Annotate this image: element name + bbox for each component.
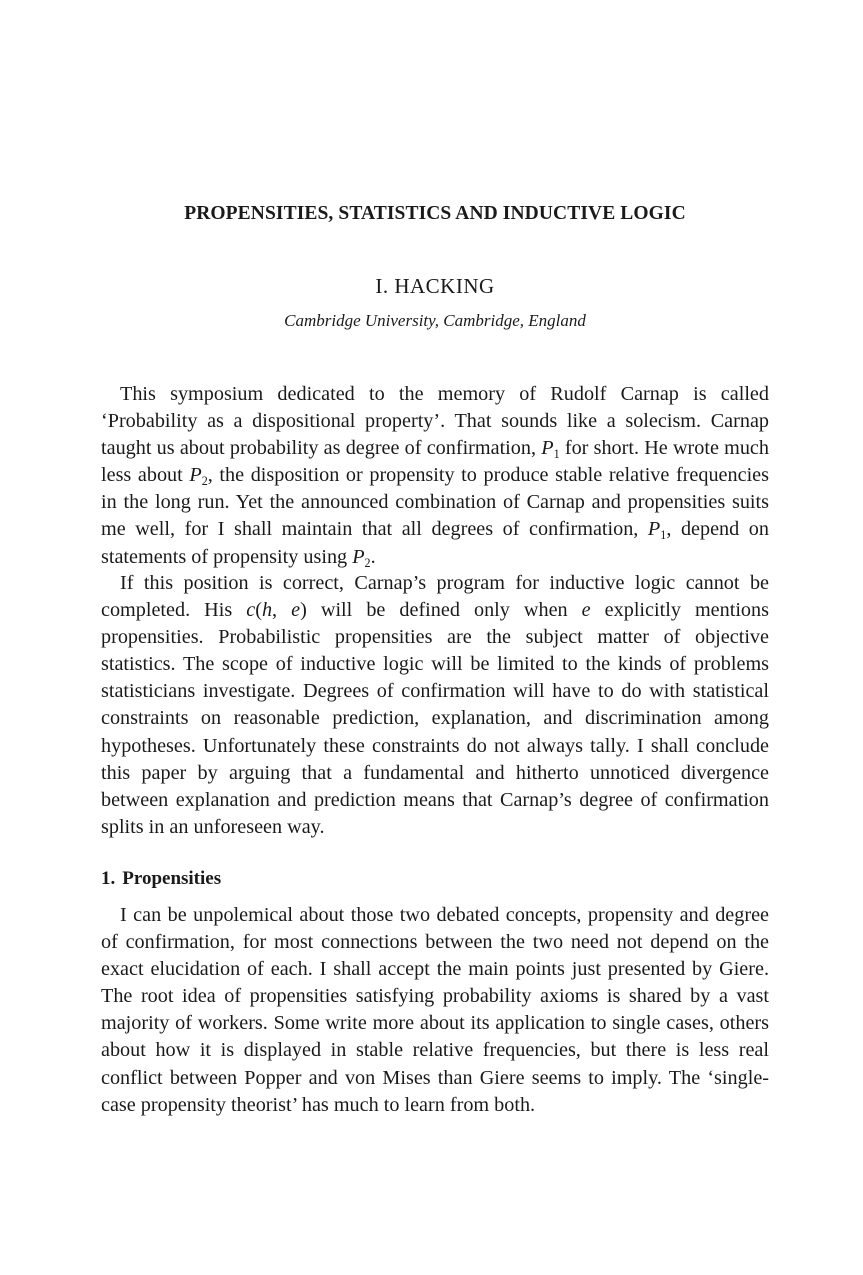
paragraph-text: If this position is correct, Carnap’s program for inductive logic cannot be completed. His c(h, e) will be defined only when e explicitly mentions propensities. Probabilistic propensities are the subject matter of objective statistics. The scope of inductive logic will be limited to the kinds of problems statisticians investigate. Degrees of confirmation will have to do with statistical constraints on reasonable prediction, explanation, and discrimination among hypotheses. Unfortunately these constraints do not always tally. I shall conclude this paper by arguing that a fundamental and hitherto unnoticed divergence between explanation and prediction means that Carnap’s degree of confirmation splits in an unforeseen way.: [101, 572, 769, 838]
paragraph-text: This symposium dedicated to the memory of Rudolf Carnap is called ‘Probability as a dispositional property’. That sounds like a solecism. Carnap taught us about probability as degree of confirmation, $P_1$ for short. He wrote much less about $P_2$, the disposition or propensity to produce stable relative frequencies in the long run. Yet the announced combination of Carnap and propensities suits me well, for I shall maintain that all degrees of confirmation, $P_1$, depend on statements of propensity using $P_2$.: [101, 383, 769, 570]
section-number: 1.: [101, 868, 116, 889]
author-affiliation: Cambridge University, Cambridge, England: [284, 311, 586, 330]
author-name: I. HACKING: [375, 274, 495, 298]
intro-paragraph-1: [101, 381, 769, 571]
section-heading: [101, 868, 221, 890]
section-paragraph-1: [101, 902, 769, 1119]
paragraph-text: I can be unpolemical about those two debated concepts, propensity and degree of confirmation, for most connections between the two need not depend on the exact elucidation of each. I shall accept the main points just presented by Giere. The root idea of propensities satisfying probability axioms is shared by a vast majority of workers. Some write more about its application to single cases, others about how it is displayed in stable relative frequencies, but there is less real conflict between Popper and von Mises than Giere seems to imply. The ‘single-case propensity theorist’ has much to learn from both.: [101, 904, 769, 1116]
section-title: Propensities: [122, 868, 222, 889]
paper-title: PROPENSITIES, STATISTICS AND INDUCTIVE LOGIC: [184, 203, 686, 224]
intro-paragraph-2: [101, 570, 769, 841]
